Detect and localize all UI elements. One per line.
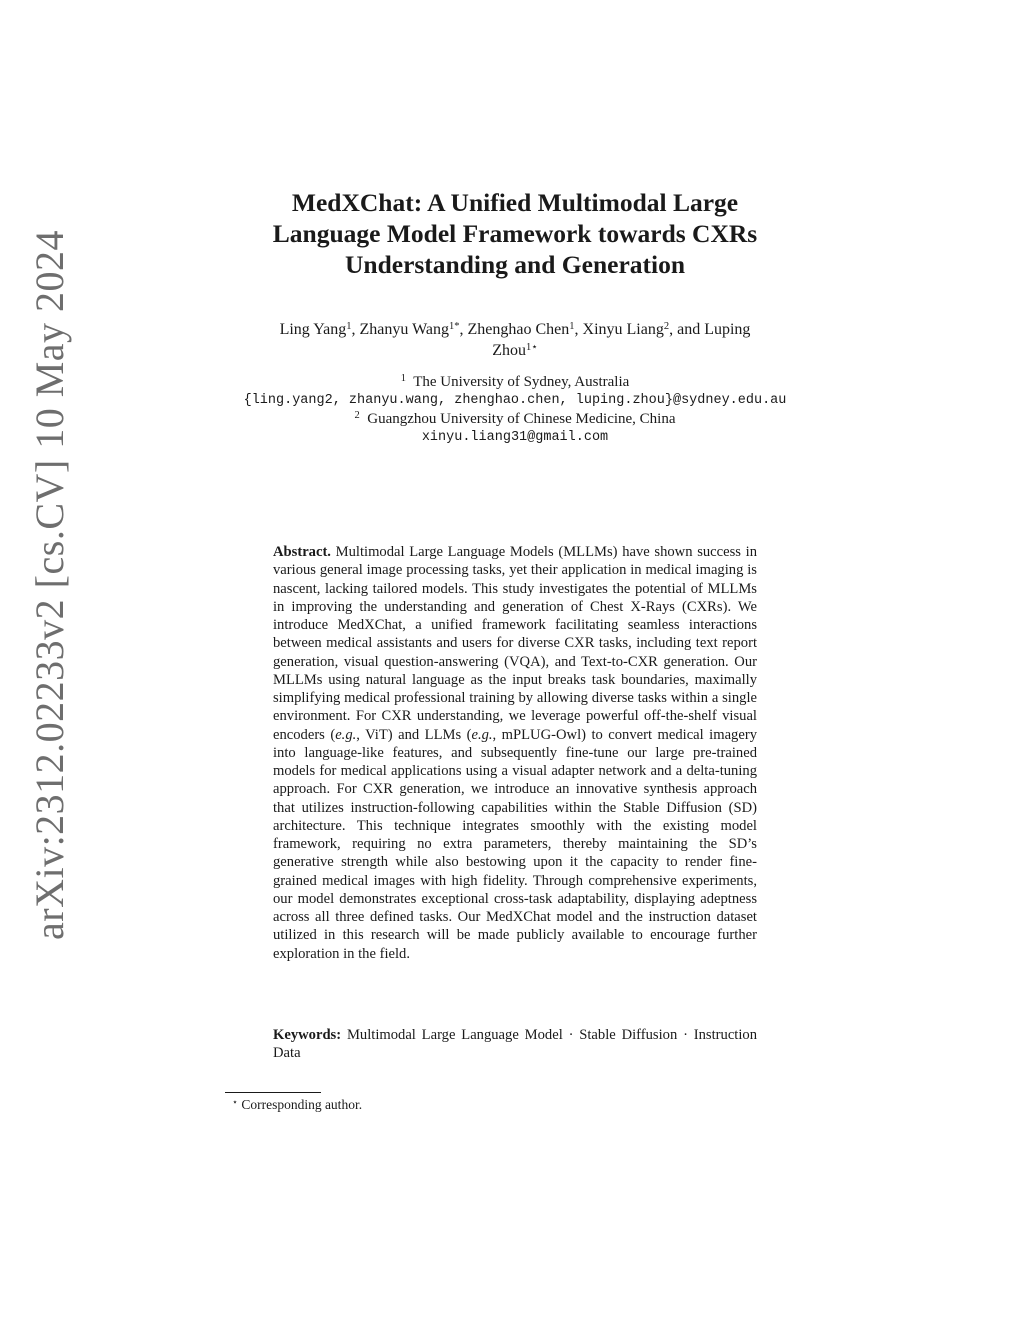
keywords-text: Multimodal Large Language Model · Stable Diffusion · Instruction Data [273,1027,757,1062]
affiliation-line [200,410,830,429]
abstract-text: Multimodal Large Language Models (MLLMs) have shown success in various general image processing tasks, yet their application in medical imaging is nascent, lacking tailored models. This study investigates the potential of MLLMs in improving the understanding and generation of Chest X-Rays (CXRs). We introduce MedXChat, a unified framework facilitating seamless interactions between medical assistants and users for diverse CXR tasks, including text report generation, visual question-answering (VQA), and Text-to-CXR generation. Our MLLMs using natural language as the input breaks task boundaries, maximally simplifying medical professional training by allowing diverse tasks within a single environment. For CXR understanding, we leverage powerful off-the-shelf visual encoders ( [273,544,757,743]
abstract-emphasis: e.g. [471,726,493,743]
author-affiliation-mark: 1 [346,321,352,332]
author-separator: , [574,321,583,338]
arxiv-identifier: arXiv:2312.02233v2 [cs.CV] 10 May 2024 [27,229,72,940]
affiliation-name: Guangzhou University of Chinese Medicine, China [367,411,676,427]
title-line-3: Understanding and Generation [344,250,686,279]
affiliation-name: The University of Sydney, Australia [413,374,630,390]
author-name: Luping [704,321,751,338]
author-name: Zhanyu Wang [359,321,450,338]
affiliation-block [200,373,830,447]
author-affiliation-mark: 1⋆ [525,342,538,353]
abstract-text: , mPLUG-Owl) to convert medical imagery into language-like features, and subsequently fine-tune our large pre-trained models for medical applications using a visual adapter network and a delta-tuning approach. For CXR generation, we introduce an innovative synthesis approach that utilizes instruction-following capabilities within the Stable Diffusion (SD) architecture. This technique integrates smoothly with the existing model framework, requiring no extra parameters, thereby maintaining the SD’s generative strength while also bestowing upon it the capacity to render fine-grained medical images with high fidelity. Through comprehensive experiments, our model demonstrates exceptional cross-task adaptability, displaying adeptness across all three defined tasks. Our MedXChat model and the instruction dataset utilized in this research will be made publicly available to encourage further exploration in the field. [273,726,757,962]
author-separator: , [351,321,360,338]
author-list [230,319,800,361]
keywords-label: Keywords: [273,1027,342,1043]
author-separator: , [459,321,468,338]
title-line-1: MedXChat: A Unified Multimodal Large [291,188,739,217]
footnote-text: Corresponding author. [237,1097,363,1112]
author-name: Ling Yang [279,321,347,338]
keywords [273,1026,757,1063]
title-line-2: Language Model Framework towards CXRs [272,219,758,248]
paper-title [200,187,830,280]
affiliation-email[interactable]: xinyu.liang31@gmail.com [421,429,609,445]
author-name: Xinyu Liang [582,321,664,338]
abstract [273,543,757,963]
footnote-mark: ⋆ [232,1098,238,1108]
author-name: Zhenghao Chen [467,321,570,338]
footnote-divider [225,1092,321,1093]
author-name: Zhou [492,342,526,359]
affiliation-number: 1 [400,373,406,384]
affiliation-number: 2 [354,410,360,421]
author-affiliation-mark: 1* [449,321,460,332]
affiliation-line [200,373,830,392]
footnote [232,1096,362,1113]
abstract-text: , ViT) and LLMs ( [356,726,472,743]
author-affiliation-mark: 2 [663,321,670,332]
author-separator: , and [669,321,705,338]
author-affiliation-mark: 1 [569,321,575,332]
abstract-label: Abstract. [273,544,331,560]
affiliation-email[interactable]: {ling.yang2, zhanyu.wang, zhenghao.chen, luping.zhou}@sydney.edu.au [243,392,787,408]
abstract-emphasis: e.g. [335,726,357,743]
